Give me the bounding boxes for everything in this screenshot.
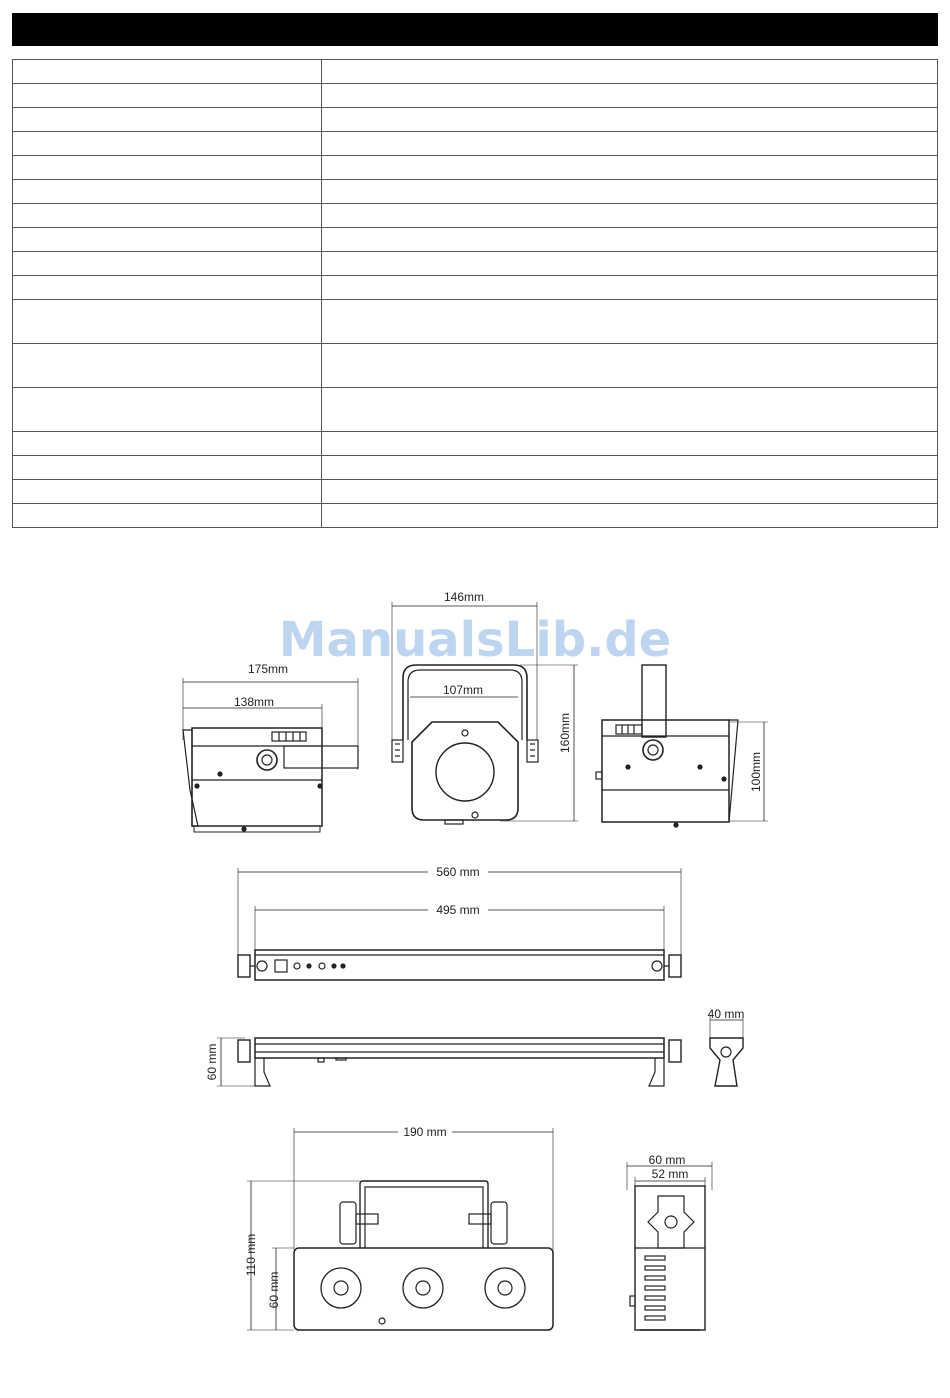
dim-spot-rear-height: 100mm — [749, 751, 763, 793]
dim-bar-total-length: 560 mm — [436, 865, 480, 879]
spot-rear-view — [596, 665, 768, 827]
triple-side-view — [627, 1153, 712, 1330]
dim-spot-side-body: 138mm — [233, 695, 275, 709]
spot-side-view — [183, 662, 358, 832]
bar-side-view — [205, 1038, 681, 1086]
dim-spot-front-height: 160mm — [558, 712, 572, 754]
dim-spot-front-width: 146mm — [443, 590, 485, 604]
dim-triple-total-height: 110 mm — [244, 1233, 258, 1277]
dim-triple-side-inner: 52 mm — [651, 1167, 689, 1181]
dim-triple-side-outer: 60 mm — [648, 1153, 686, 1167]
dim-spot-side-total: 175mm — [247, 662, 289, 676]
dim-triple-body-height: 60 mm — [267, 1271, 281, 1309]
bar-front-view — [238, 864, 681, 980]
dim-triple-width: 190 mm — [403, 1125, 447, 1139]
dim-spot-front-inner: 107mm — [442, 683, 484, 697]
bar-profile-view — [708, 1007, 745, 1086]
dim-bar-profile-width: 40 mm — [707, 1007, 745, 1021]
dim-bar-body-length: 495 mm — [436, 903, 480, 917]
spot-front-view — [392, 590, 578, 824]
dim-bar-height: 60 mm — [205, 1043, 219, 1081]
triple-front-view — [244, 1124, 553, 1330]
watermark: ManualsLib.de — [278, 612, 672, 668]
